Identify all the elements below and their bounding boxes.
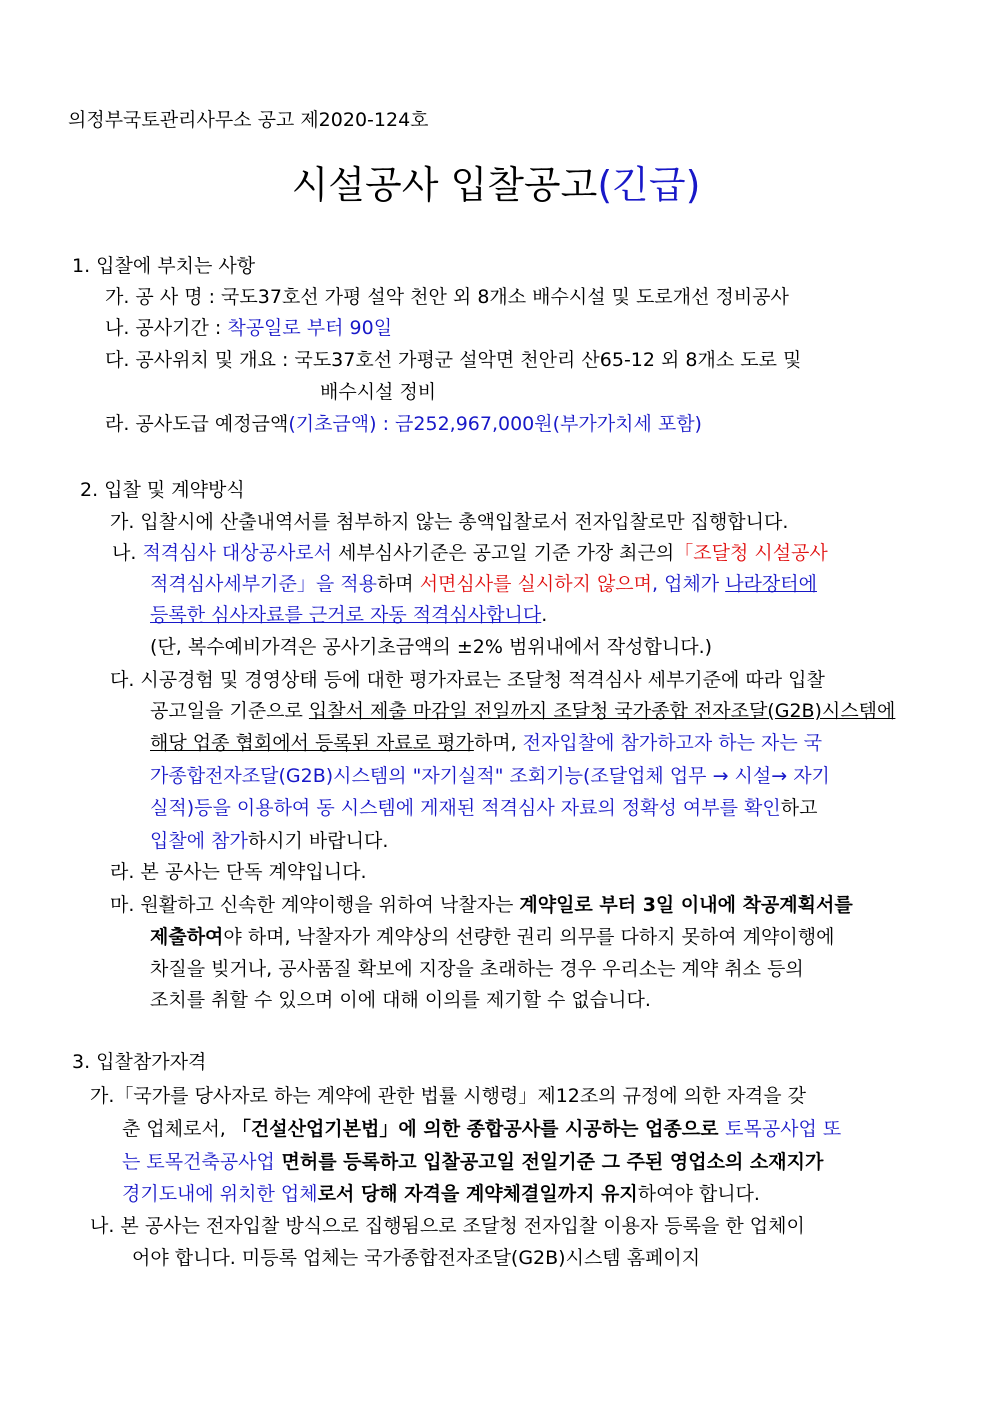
section2-item-da-line6 — [150, 827, 388, 855]
section2-item-da-line4: 가종합전자조달(G2B)시스템의 "자기실적" 조회기능(조달업체 업무 → 시설→ 자기 — [150, 765, 830, 787]
highlight-text: 적격심사세부기준」을 적용 — [150, 573, 377, 595]
page-title — [0, 160, 992, 210]
section3-item-ga-line2 — [122, 1115, 841, 1143]
section1-item-da-cont: 배수시설 정비 — [320, 381, 437, 403]
underlined-text: 입찰서 제출 마감일 전일까지 조달청 국가종합 전자조달(G2B)시스템에 — [308, 700, 896, 722]
section2-item-da-line5 — [150, 794, 817, 822]
section1-item-na — [105, 314, 392, 342]
highlight-text: 「조달청 시설공사 — [674, 542, 828, 564]
notice-number: 의정부국토관리사무소 공고 제2020-124호 — [68, 109, 429, 131]
section3-heading: 3. 입찰참가자격 — [72, 1051, 207, 1073]
section1-heading: 1. 입찰에 부치는 사항 — [72, 255, 256, 277]
bold-text: 제출하여 — [150, 926, 224, 948]
section3-item-ga-line3 — [122, 1148, 823, 1176]
section3-item-na-line1: 나. 본 공사는 전자입찰 방식으로 집행됨으로 조달청 전자입찰 이용자 등록을 한 업체이 — [90, 1215, 805, 1237]
section1-item-da: 다. 공사위치 및 개요 : 국도37호선 가평군 설악면 천안리 산65-12 외 8개소 도로 및 — [105, 349, 802, 371]
underlined-text: 등록한 심사자료를 근거로 자동 적격심사합니다 — [150, 604, 542, 626]
section2-item-na-line1 — [112, 539, 828, 567]
title-urgent: (긴급) — [597, 163, 701, 207]
period-value: 착공일로 부터 90일 — [227, 317, 393, 339]
period-label: 나. 공사기간 : — [105, 317, 228, 339]
section2-item-da-line1: 다. 시공경험 및 경영상태 등에 대한 평가자료는 조달청 적격심사 세부기준에 따라 입찰 — [110, 669, 825, 691]
highlight-text: 경기도내에 위치한 업체 — [122, 1183, 318, 1205]
underlined-text: 나라장터에 — [725, 573, 817, 595]
bold-text: 「건설산업기본법」에 의한 종합공사를 시공하는 업종으로 — [231, 1118, 726, 1140]
body-text: 춘 업체로서, — [122, 1118, 232, 1140]
bold-text: 면허를 등록하고 입찰공고일 전일기준 그 주된 영업소의 소재지가 — [274, 1151, 824, 1173]
highlight-text: 서면심사를 실시하지 않으며 — [419, 573, 653, 595]
title-main: 시설공사 입찰공고 — [291, 163, 598, 207]
section2-item-na-line3 — [150, 601, 547, 629]
section2-item-da-line3 — [150, 729, 822, 757]
bold-text: 계약일로 부터 3일 이내에 착공계획서를 — [519, 894, 853, 916]
highlight-text: 적격심사 대상공사로서 — [142, 542, 333, 564]
section2-item-ma-line3: 차질을 빚거나, 공사품질 확보에 지장을 초래하는 경우 우리소는 계약 취소 등의 — [150, 958, 804, 980]
section2-item-ma-line2 — [150, 923, 834, 951]
section1-item-ra — [105, 410, 702, 438]
body-text: 공고일을 기준으로 — [150, 700, 309, 722]
section2-item-na-line2 — [150, 570, 817, 598]
item-marker: 나. — [112, 542, 143, 564]
section2-item-ma-line4: 조치를 취할 수 있으며 이에 대해 이의를 제기할 수 없습니다. — [150, 989, 651, 1011]
body-text: 야 하며, 낙찰자가 계약상의 선량한 권리 의무를 다하지 못하여 계약이행에 — [223, 926, 835, 948]
highlight-text: , 업체가 — [652, 573, 726, 595]
highlight-text: 실적)등을 이용하여 동 시스템에 게재된 적격심사 자료의 정확성 여부를 확인 — [150, 797, 781, 819]
underlined-text: 해당 업종 협회에서 등록된 자료로 평가 — [150, 732, 474, 754]
body-text: 하여야 합니다. — [637, 1183, 760, 1205]
highlight-text: 입찰에 참가 — [150, 830, 248, 852]
section3-item-na-line2: 어야 합니다. 미등록 업체는 국가종합전자조달(G2B)시스템 홈페이지 — [132, 1247, 701, 1269]
price-value: (기초금액) : 금252,967,000원(부가가치세 포함) — [288, 413, 702, 435]
bold-text: 로서 당해 자격을 계약체결일까지 유지 — [317, 1183, 638, 1205]
section2-item-ga: 가. 입찰시에 산출내역서를 첨부하지 않는 총액입찰로서 전자입찰로만 집행합니다. — [110, 511, 789, 533]
body-text: . — [541, 604, 548, 626]
body-text: 세부심사기준은 공고일 기준 가장 최근의 — [332, 542, 675, 564]
section2-item-na-note: (단, 복수예비가격은 공사기초금액의 ±2% 범위내에서 작성합니다.) — [150, 636, 713, 658]
body-text: 하며 — [376, 573, 420, 595]
body-text: 하고 — [780, 797, 818, 819]
highlight-text: 는 토목건축공사업 — [122, 1151, 275, 1173]
section2-item-ra: 라. 본 공사는 단독 계약입니다. — [110, 861, 367, 883]
section2-item-da-line2 — [150, 697, 895, 725]
section2-item-ma-line1 — [110, 891, 853, 919]
body-text: 하시기 바랍니다. — [247, 830, 389, 852]
section3-item-ga-line4 — [122, 1180, 760, 1208]
body-text: 마. 원활하고 신속한 계약이행을 위하여 낙찰자는 — [110, 894, 520, 916]
body-text: 하며, — [473, 732, 523, 754]
section3-item-ga-line1: 가.「국가를 당사자로 하는 계약에 관한 법률 시행령」제12조의 규정에 의한 자격을 갖 — [90, 1085, 806, 1107]
section1-item-ga: 가. 공 사 명 : 국도37호선 가평 설악 천안 외 8개소 배수시설 및 도로개선 정비공사 — [105, 286, 789, 308]
highlight-text: 전자입찰에 참가하고자 하는 자는 국 — [522, 732, 823, 754]
price-label: 라. 공사도급 예정금액 — [105, 413, 289, 435]
highlight-text: 토목공사업 또 — [725, 1118, 842, 1140]
section2-heading: 2. 입찰 및 계약방식 — [80, 479, 245, 501]
